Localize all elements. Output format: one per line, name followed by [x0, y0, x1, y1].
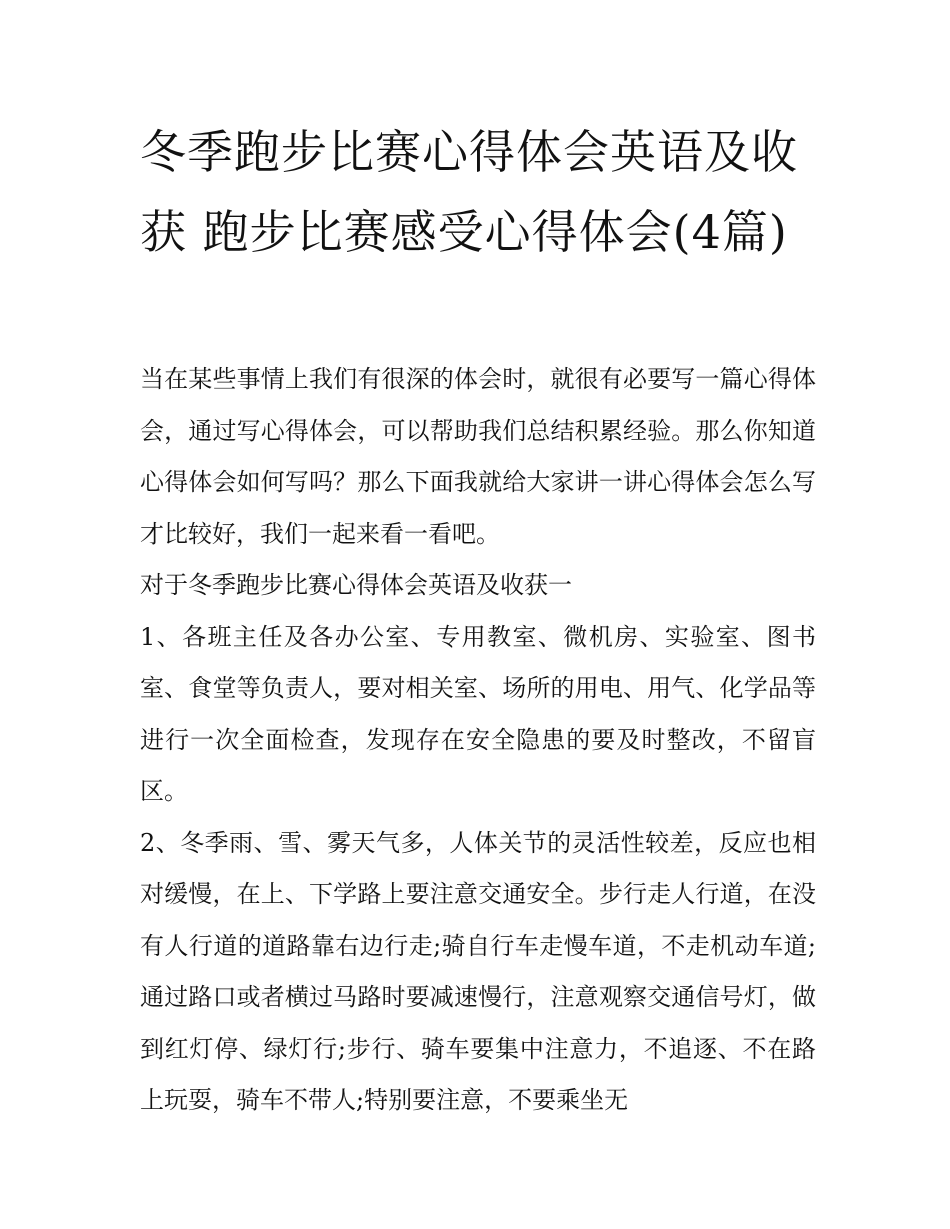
- list-item-1: 1、各班主任及各办公室、专用教室、微机房、实验室、图书室、食堂等负责人，要对相关室、场所的用电、用气、化学品等进行一次全面检查，发现存在安全隐患的要及时整改，不留盲区。: [140, 622, 816, 805]
- intro-paragraph: 当在某些事情上我们有很深的体会时，就很有必要写一篇心得体会，通过写心得体会，可以帮助我们总结积累经验。那么你知道心得体会如何写吗？那么下面我就给大家讲一讲心得体会怎么写才比较好，我们一起来看一看吧。: [140, 365, 816, 548]
- section-heading: 对于冬季跑步比赛心得体会英语及收获一: [140, 571, 572, 599]
- document-body: [140, 354, 816, 1127]
- list-item-2: 2、冬季雨、雪、雾天气多，人体关节的灵活性较差，反应也相对缓慢，在上、下学路上要注意交通安全。步行走人行道，在没有人行道的道路靠右边行走;骑自行车走慢车道，不走机动车道;通过路口或者横过马路时要减速慢行，注意观察交通信号灯，做到红灯停、绿灯行;步行、骑车要集中注意力，不追逐、不在路上玩耍，骑车不带人;特别要注意，不要乘坐无: [140, 828, 816, 1114]
- document-title: 冬季跑步比赛心得体会英语及收获 跑步比赛感受心得体会(4篇): [140, 125, 798, 259]
